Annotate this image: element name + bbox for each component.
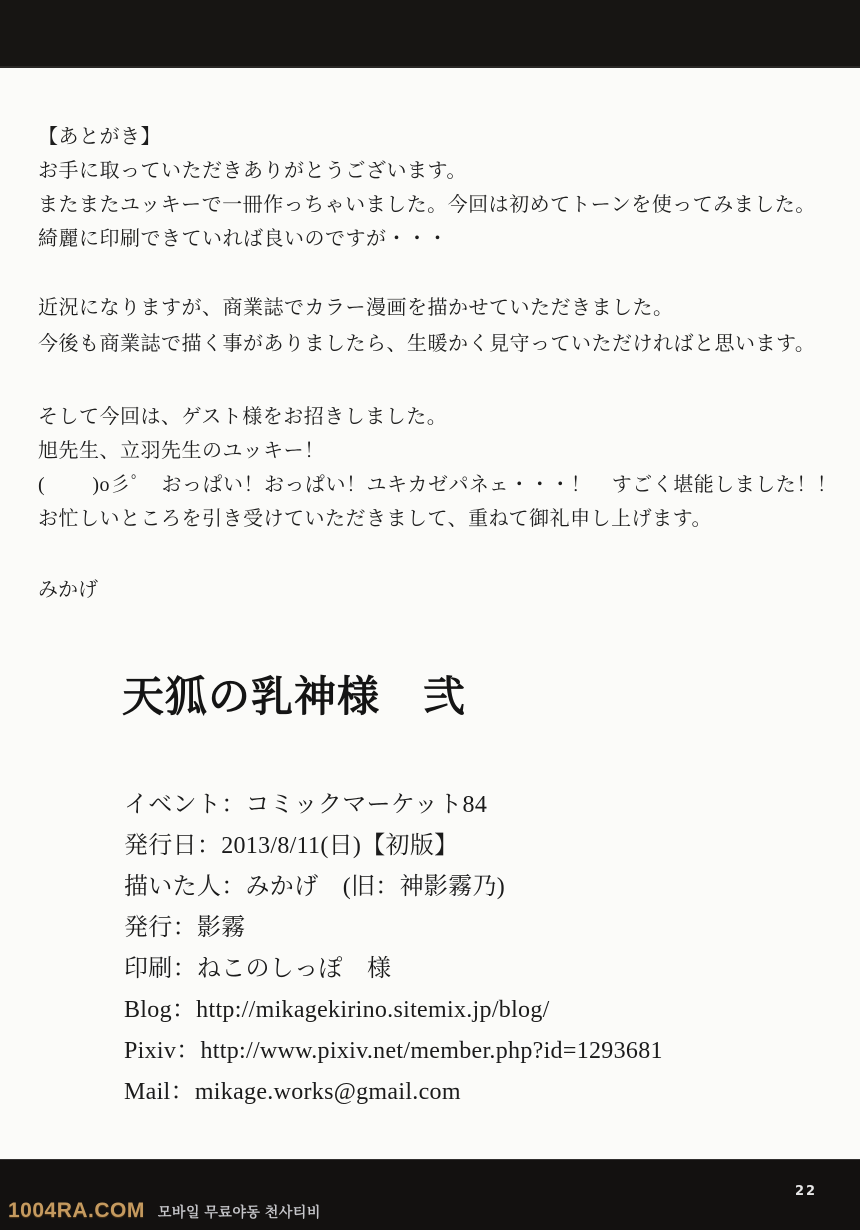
afterword-line: そして今回は、ゲスト様をお招きしました。 xyxy=(38,406,448,428)
page-number: 22 xyxy=(795,1184,818,1199)
afterword-line: またまたユッキーで一冊作っちゃいました。今回は初めてトーンを使ってみました。 xyxy=(38,194,816,216)
watermark-tagline: 모바일 무료야동 천사티비 xyxy=(157,1204,321,1220)
colophon-line-mail: Mail：mikage.works@gmail.com xyxy=(124,1079,461,1105)
afterword-line: 綺麗に印刷できていれば良いのですが・・・ xyxy=(38,228,448,250)
afterword-heading: 【あとがき】 xyxy=(38,126,161,148)
author-signature: みかげ xyxy=(38,579,98,601)
colophon-line-circle: 発行：影霧 xyxy=(124,915,246,941)
afterword-line: お忙しいところを引き受けていただきまして、重ねて御礼申し上げます。 xyxy=(38,508,712,530)
colophon xyxy=(124,785,663,1113)
afterword-paragraph-guests xyxy=(38,400,837,536)
afterword-section xyxy=(38,120,816,256)
afterword-line: (ﾟ∀ﾟ)o彡ﾟ おっぱい！おっぱい！ユキカゼパネェ・・・！ すごく堪能しました！！ xyxy=(38,474,838,496)
colophon-line-pixiv-url: Pixiv：http://www.pixiv.net/member.php?id=1293681 xyxy=(124,1038,663,1064)
bottom-black-band xyxy=(0,1159,860,1230)
book-title: 天狐の乳神様 弐 xyxy=(122,675,467,721)
afterword-line: お手に取っていただきありがとうございます。 xyxy=(38,160,467,182)
colophon-line-artist: 描いた人：みかげ (旧：神影霧乃) xyxy=(124,874,506,900)
colophon-line-date: 発行日：2013/8/11(日)【初版】 xyxy=(124,833,459,859)
colophon-line-event: イベント：コミックマーケット84 xyxy=(124,792,488,818)
page-content xyxy=(0,66,860,1159)
watermark xyxy=(8,1199,321,1223)
afterword-line: 近況になりますが、商業誌でカラー漫画を描かせていただきました。 xyxy=(38,297,674,319)
top-black-band xyxy=(0,0,860,68)
watermark-site-url: 1004RA.COM xyxy=(8,1199,145,1222)
afterword-line: 旭先生、立羽先生のユッキー！ xyxy=(38,440,325,462)
colophon-line-printer: 印刷：ねこのしっぽ 様 xyxy=(124,956,392,982)
afterword-paragraph-news xyxy=(38,290,815,362)
colophon-line-blog-url: Blog：http://mikagekirino.sitemix.jp/blog/ xyxy=(124,997,550,1023)
afterword-line: 今後も商業誌で描く事がありましたら、生暖かく見守っていただければと思います。 xyxy=(38,333,816,355)
